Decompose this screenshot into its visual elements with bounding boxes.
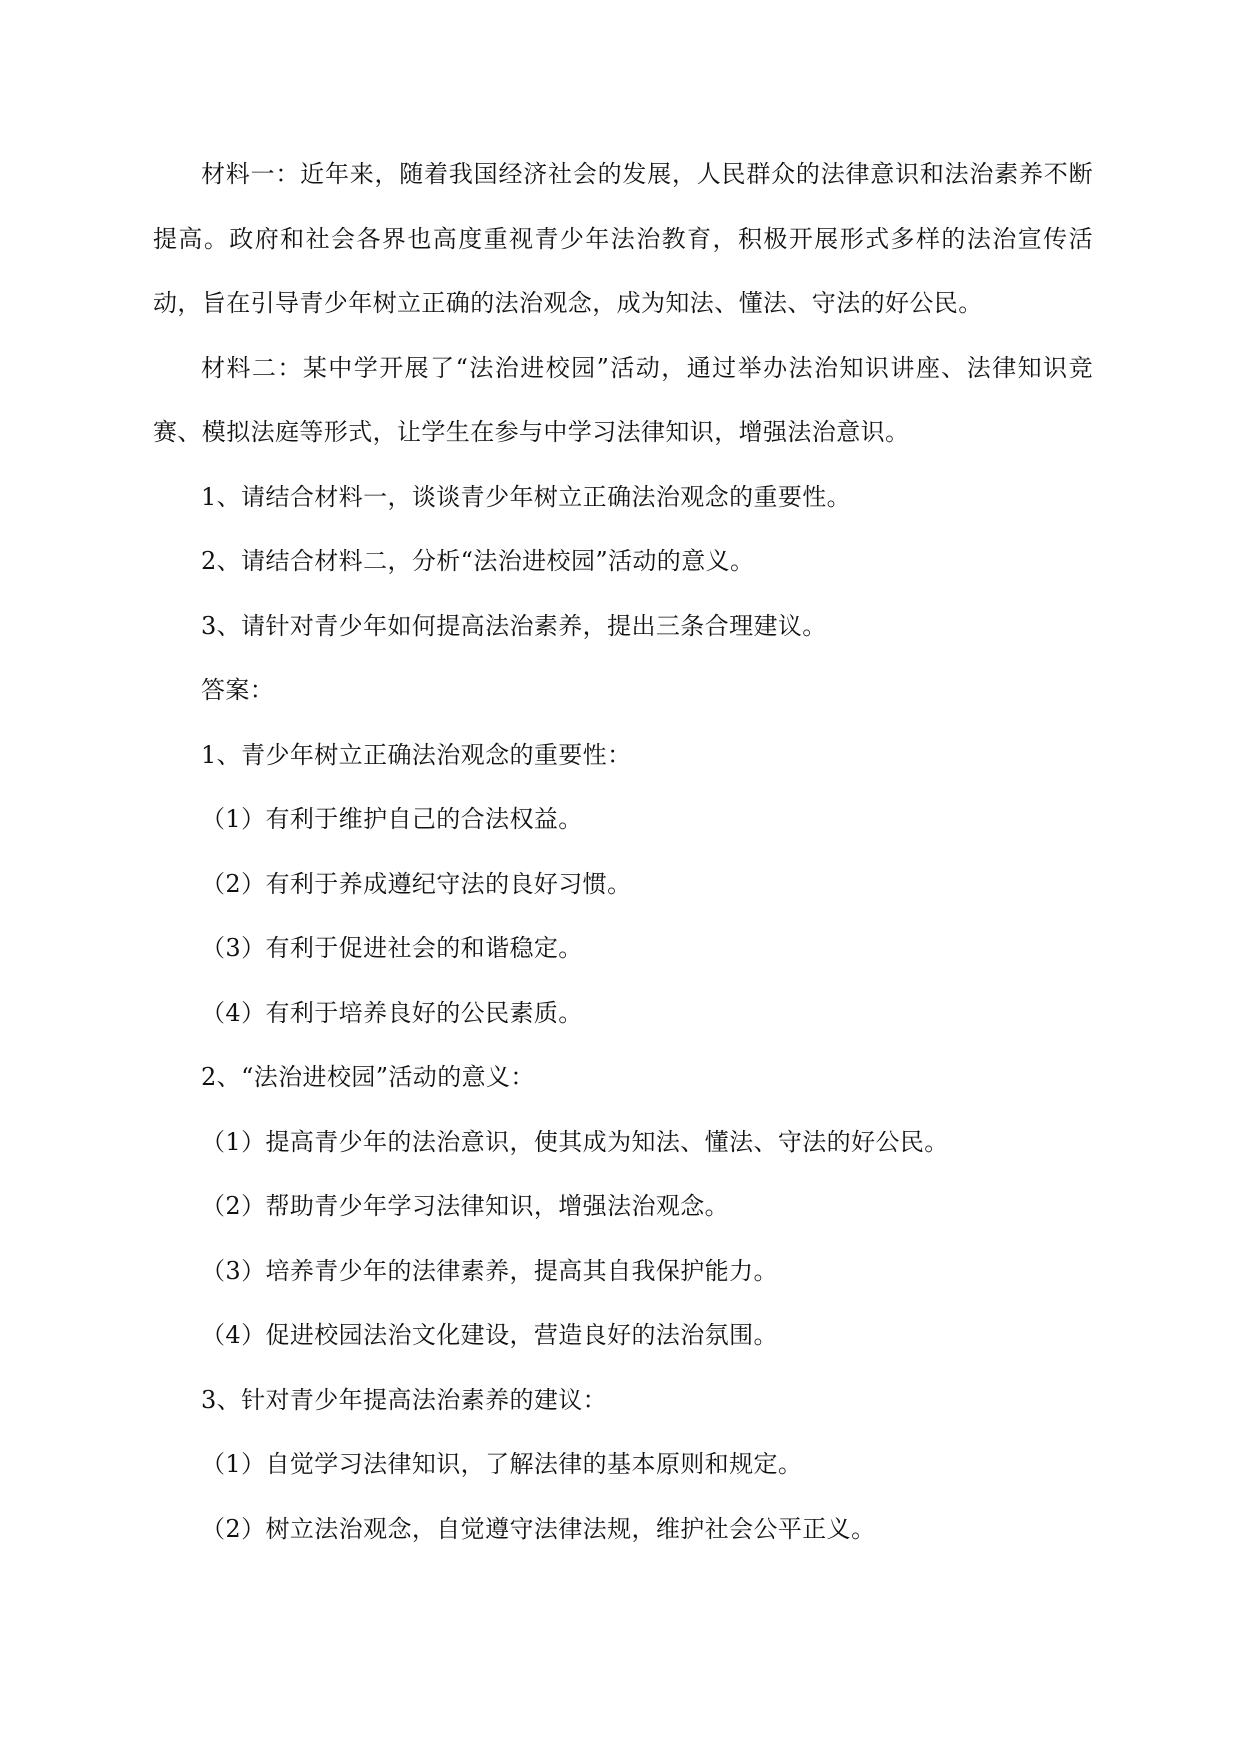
answer-2-point: （3）培养青少年的法律素养，提高其自我保护能力。: [201, 1256, 778, 1285]
material-two-paragraph: 材料二：某中学开展了“法治进校园”活动，通过举办法治知识讲座、法律知识竞赛、模拟法庭等形式，让学生在参与中学习法律知识，增强法治意识。: [153, 353, 1093, 446]
answer-3-point: （1）自觉学习法律知识，了解法律的基本原则和规定。: [201, 1450, 803, 1478]
answer-1-point: （4）有利于培养良好的公民素质。: [201, 998, 583, 1027]
question-1: 1、请结合材料一，谈谈青少年树立正确法治观念的重要性。: [201, 482, 852, 511]
answer-2-point: （4）促进校园法治文化建设，营造良好的法治氛围。: [201, 1321, 778, 1349]
answer-1-point: （3）有利于促进社会的和谐稳定。: [201, 934, 583, 962]
answer-2-point: （2）帮助青少年学习法律知识，增强法治观念。: [201, 1192, 730, 1220]
answer-label: 答案：: [201, 676, 275, 704]
answer-1-point: （1）有利于维护自己的合法权益。: [201, 805, 583, 833]
answer-1-point: （2）有利于养成遵纪守法的良好习惯。: [201, 869, 632, 898]
question-2: 2、请结合材料二，分析“法治进校园”活动的意义。: [201, 547, 755, 575]
question-3: 3、请针对青少年如何提高法治素养，提出三条合理建议。: [201, 611, 827, 640]
document-body: [153, 142, 1093, 1561]
material-one-paragraph: 材料一：近年来，随着我国经济社会的发展，人民群众的法律意识和法治素养不断提高。政府和社会各界也高度重视青少年法治教育，积极开展形式多样的法治宣传活动，旨在引导青少年树立正确的法治观念，成为知法、懂法、守法的好公民。: [153, 160, 1093, 317]
answer-1-heading: 1、青少年树立正确法治观念的重要性：: [201, 740, 632, 769]
answer-3-heading: 3、针对青少年提高法治素养的建议：: [201, 1385, 608, 1414]
answer-3-point: （2）树立法治观念，自觉遵守法律法规，维护社会公平正义。: [201, 1514, 876, 1543]
answer-2-heading: 2、“法治进校园”活动的意义：: [201, 1063, 535, 1091]
answer-2-point: （1）提高青少年的法治意识，使其成为知法、懂法、守法的好公民。: [201, 1127, 949, 1156]
